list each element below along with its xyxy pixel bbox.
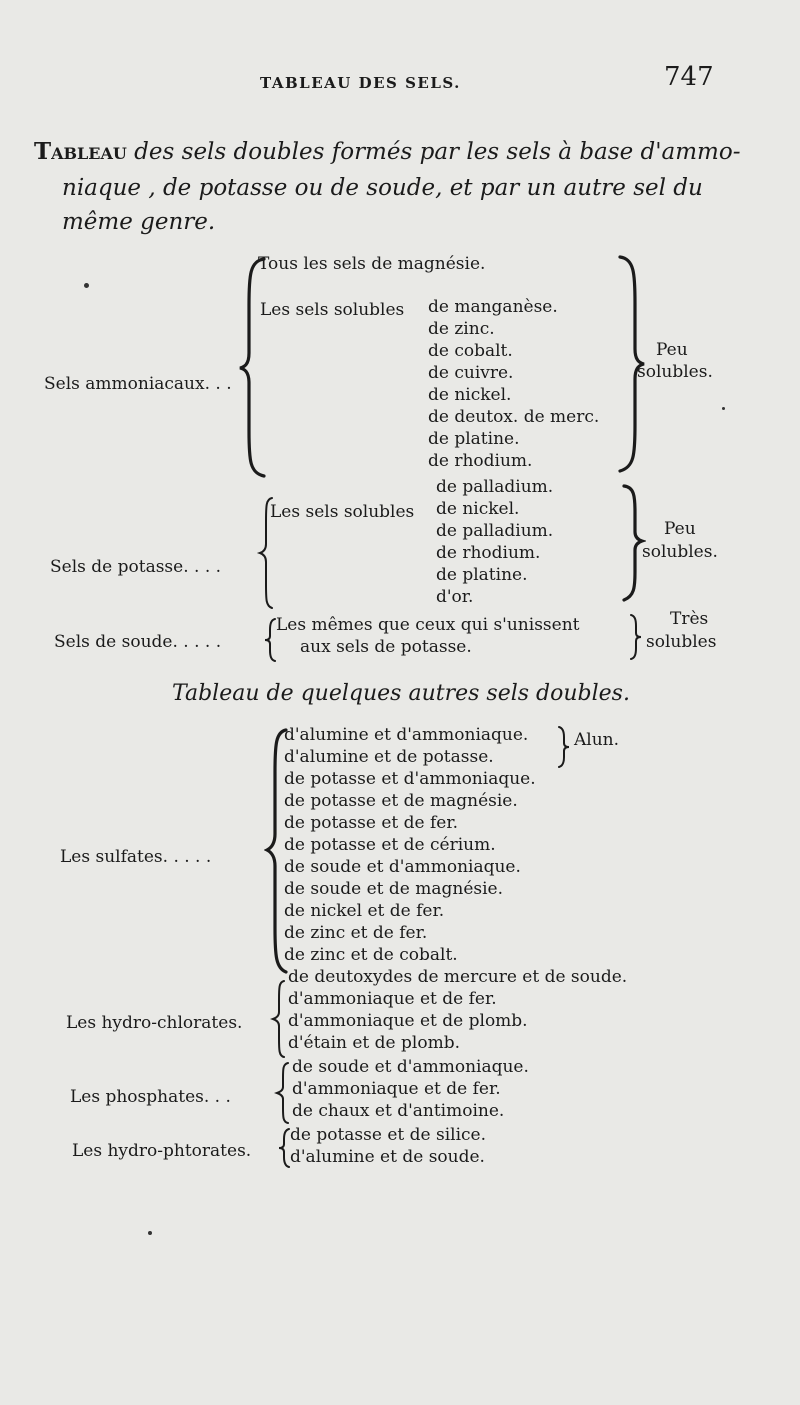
sulfates-item: de potasse et de fer.	[284, 813, 459, 833]
sulfates-item: de zinc et de fer.	[284, 923, 428, 943]
soude-line1: Les mêmes que ceux qui s'unissent	[276, 615, 580, 635]
left-brace	[238, 255, 268, 480]
group-label-soude: Sels de soude. . . . .	[54, 632, 222, 652]
sulfates-item: de soude et de magnésie.	[284, 879, 504, 899]
right-brace	[556, 724, 572, 770]
left-brace	[270, 978, 288, 1060]
left-brace	[274, 1060, 292, 1126]
sulfates-item: de potasse et de cérium.	[284, 835, 496, 855]
ammoniacaux-item: de cuivre.	[428, 363, 514, 383]
hydrochlorates-item: d'étain et de plomb.	[288, 1033, 460, 1053]
hydrophtorates-item: d'alumine et de soude.	[290, 1147, 485, 1167]
potasse-item: d'or.	[436, 587, 474, 607]
potasse-item: de palladium.	[436, 477, 554, 497]
sulfates-item: de potasse et d'ammoniaque.	[284, 769, 536, 789]
sulfates-item: de zinc et de cobalt.	[284, 945, 458, 965]
table1-title-word: Tableau	[34, 138, 127, 165]
page-number: 747	[664, 62, 714, 92]
sulfates-item: d'alumine et de potasse.	[284, 747, 494, 767]
ammoniacaux-item: de nickel.	[428, 385, 512, 405]
table1-title-line2: niaque , de potasse ou de soude, et par un autre sel du	[62, 175, 703, 201]
potasse-note-line2: solubles.	[642, 542, 718, 562]
phosphates-item: d'ammoniaque et de fer.	[292, 1079, 501, 1099]
phosphates-list	[292, 1056, 529, 1122]
ink-speck	[84, 283, 89, 288]
group-label-sulfates: Les sulfates. . . . .	[60, 847, 212, 867]
potasse-note-line1: Peu	[664, 519, 696, 539]
hydrochlorates-item: de deutoxydes de mercure et de soude.	[288, 967, 628, 987]
ammoniacaux-item: de zinc.	[428, 319, 495, 339]
ammoniacaux-item: de platine.	[428, 429, 520, 449]
potasse-item: de rhodium.	[436, 543, 541, 563]
potasse-item: de platine.	[436, 565, 528, 585]
ammoniacaux-item: de deutox. de merc.	[428, 407, 600, 427]
potasse-sub-label: Les sels solubles	[270, 502, 415, 522]
table2-title: Tableau de quelques autres sels doubles.	[172, 681, 630, 706]
ammoniacaux-item: de rhodium.	[428, 451, 533, 471]
table1-title	[34, 134, 741, 170]
alun-label: Alun.	[574, 730, 620, 750]
sulfates-item: d'alumine et d'ammoniaque.	[284, 725, 529, 745]
hydrochlorates-item: d'ammoniaque et de plomb.	[288, 1011, 528, 1031]
running-title: TABLEAU DES SELS.	[260, 74, 461, 92]
potasse-item: de nickel.	[436, 499, 520, 519]
ammoniacaux-list	[428, 296, 599, 472]
hydrochlorates-list	[288, 966, 627, 1054]
potasse-list	[436, 476, 553, 608]
group-label-hydrophtorates: Les hydro-phtorates.	[72, 1141, 252, 1161]
sulfates-item: de potasse et de magnésie.	[284, 791, 518, 811]
soude-note-line1: Très	[670, 609, 709, 629]
group-label-potasse: Sels de potasse. . . .	[50, 557, 222, 577]
ink-speck	[722, 407, 725, 410]
ammoniacaux-item: de cobalt.	[428, 341, 513, 361]
right-brace	[628, 612, 644, 662]
ammoniacaux-sub-label: Les sels solubles	[260, 300, 405, 320]
ammoniacaux-item: de manganèse.	[428, 297, 558, 317]
ammoniacaux-note-line1: Peu	[656, 340, 688, 360]
ammoniacaux-note-line2: solubles.	[637, 362, 713, 382]
phosphates-item: de soude et d'ammoniaque.	[292, 1057, 529, 1077]
hydrophtorates-list	[290, 1124, 486, 1168]
soude-line2: aux sels de potasse.	[300, 637, 472, 657]
hydrochlorates-item: d'ammoniaque et de fer.	[288, 989, 497, 1009]
group-label-phosphates: Les phosphates. . .	[70, 1087, 231, 1107]
hydrophtorates-item: de potasse et de silice.	[290, 1125, 487, 1145]
sulfates-item: de nickel et de fer.	[284, 901, 445, 921]
sulfates-item: de soude et d'ammoniaque.	[284, 857, 521, 877]
sulfates-list	[284, 724, 536, 966]
phosphates-item: de chaux et d'antimoine.	[292, 1101, 505, 1121]
table1-title-rest: des sels doubles formés par les sels à base d'ammo-	[126, 139, 741, 165]
group-label-hydrochlorates: Les hydro-chlorates.	[66, 1013, 243, 1033]
ink-speck	[148, 1231, 152, 1235]
ammoniacaux-first-line: Tous les sels de magnésie.	[258, 254, 486, 274]
soude-note-line2: solubles	[646, 632, 717, 652]
potasse-item: de palladium.	[436, 521, 554, 541]
table1-title-line3: même genre.	[62, 209, 216, 235]
group-label-ammoniacaux: Sels ammoniacaux. . .	[44, 374, 232, 394]
